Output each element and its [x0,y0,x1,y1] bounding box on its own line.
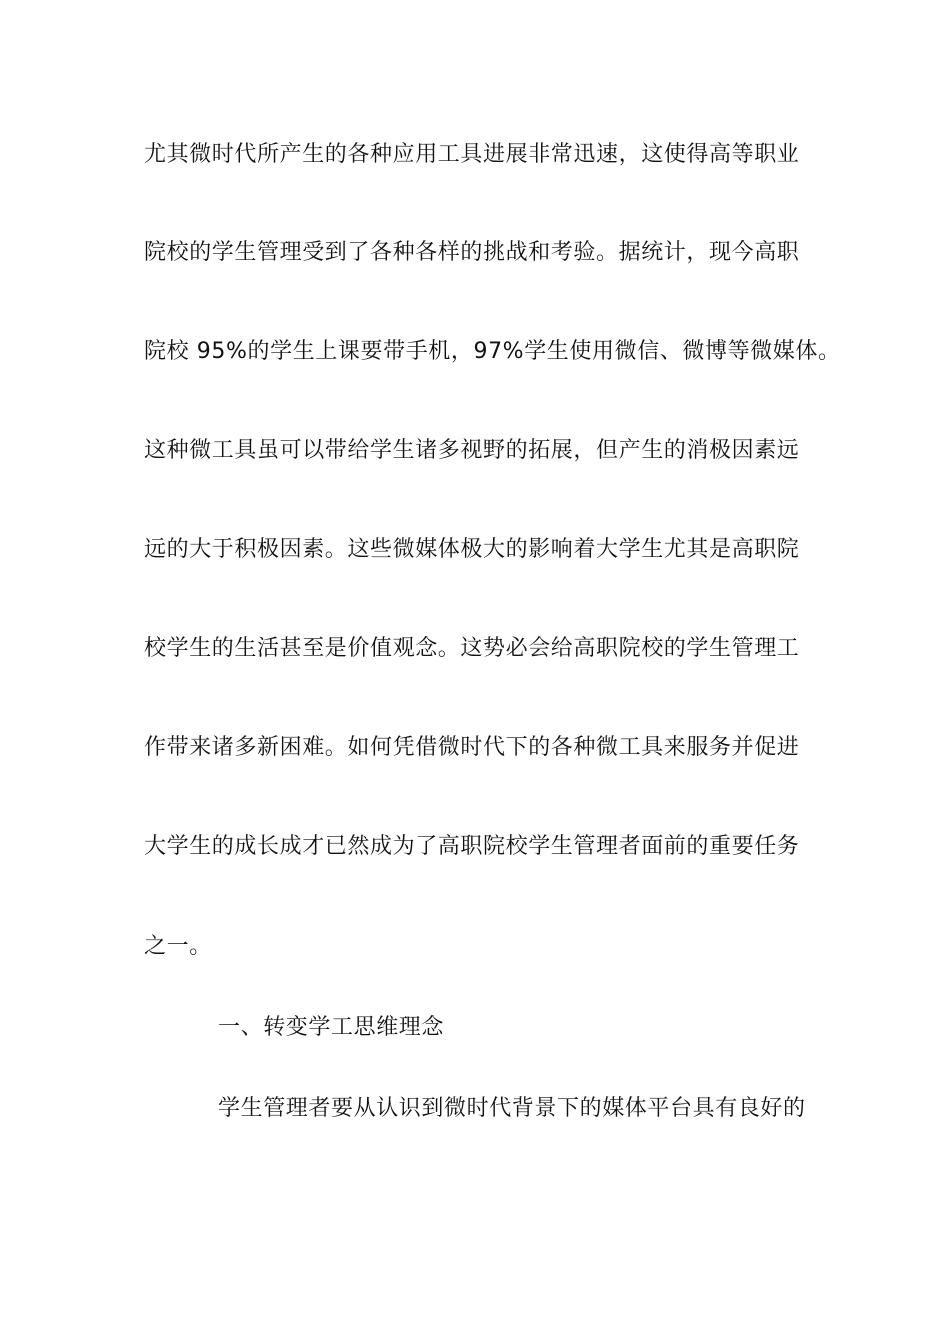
paragraph-line: 之一。 [144,934,212,959]
paragraph-line: 作带来诸多新困难。如何凭借微时代下的各种微工具来服务并促进 [144,735,800,760]
paragraph-line: 校学生的生活甚至是价值观念。这势必会给高职院校的学生管理工 [144,636,800,661]
paragraph-line: 这种微工具虽可以带给学生诸多视野的拓展，但产生的消极因素远 [144,438,800,463]
paragraph-line: 尤其微时代所产生的各种应用工具进展非常迅速，这使得高等职业 [144,142,800,167]
paragraph-line: 远的大于积极因素。这些微媒体极大的影响着大学生尤其是高职院 [144,537,800,562]
section-heading: 一、转变学工思维理念 [218,1015,445,1040]
paragraph-line: 学生管理者要从认识到微时代背景下的媒体平台具有良好的 [218,1096,806,1121]
paragraph-line: 院校 95%的学生上课要带手机，97%学生使用微信、微博等微媒体。 [144,339,841,364]
paragraph-line: 院校的学生管理受到了各种各样的挑战和考验。据统计，现今高职 [144,240,800,265]
paragraph-line: 大学生的成长成才已然成为了高职院校学生管理者面前的重要任务 [144,834,800,859]
